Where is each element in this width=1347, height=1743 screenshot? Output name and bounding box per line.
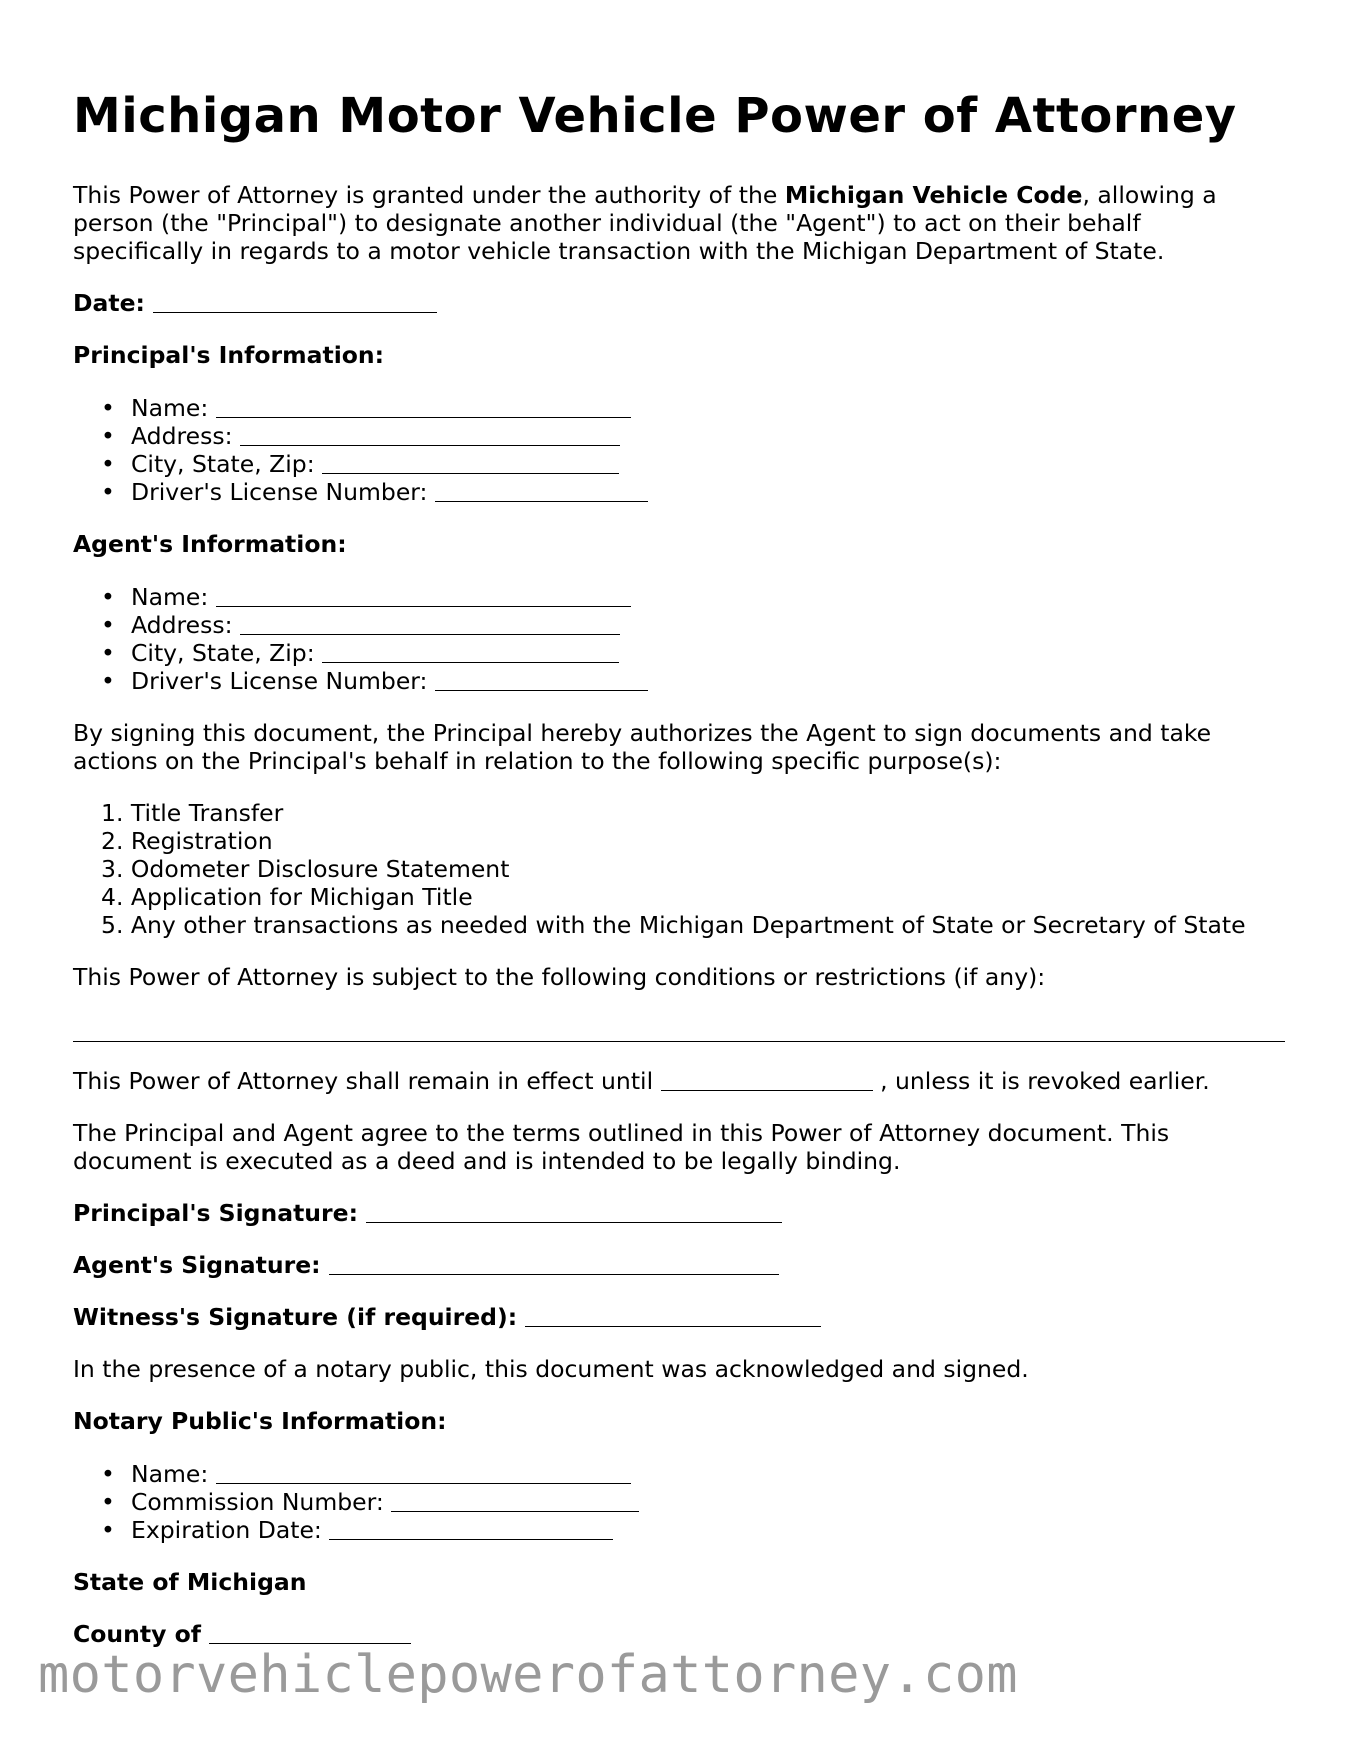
principal-signature-label: Principal's Signature: [73, 1199, 358, 1227]
field-label: Commission Number: [131, 1488, 384, 1516]
purpose-text: Registration [130, 827, 273, 855]
purpose-text: Odometer Disclosure Statement [130, 855, 510, 883]
principal-city-row: • City, State, Zip: [131, 450, 619, 478]
purpose-item: 4. Application for Michigan Title [101, 883, 473, 911]
intro-text-end: , allowing a [1082, 181, 1217, 209]
notary-name-row: • Name: [131, 1460, 631, 1488]
authorization-line-2: actions on the Principal's behalf in relation to the following specific purpose(s): [73, 747, 1002, 775]
principal-heading: Principal's Information: [73, 341, 385, 369]
purpose-text: Title Transfer [130, 799, 284, 827]
field-label: City, State, Zip: [131, 450, 315, 478]
principal-address-row: • Address: [131, 422, 620, 450]
purpose-item: 5. Any other transactions as needed with the Michigan Department of State or Secretary of State [101, 911, 1246, 939]
document-title: Michigan Motor Vehicle Power of Attorney [73, 88, 1237, 144]
purpose-text: Application for Michigan Title [130, 883, 473, 911]
agent-address-row: • Address: [131, 611, 620, 639]
principal-license-blank[interactable] [435, 479, 648, 502]
field-label: City, State, Zip: [131, 639, 315, 667]
date-blank[interactable] [153, 290, 437, 313]
witness-signature-label: Witness's Signature (if required): [73, 1303, 518, 1331]
notary-expiration-blank[interactable] [329, 1517, 613, 1540]
notary-heading: Notary Public's Information: [73, 1407, 447, 1435]
agent-name-blank[interactable] [216, 584, 631, 607]
agreement-line-2: document is executed as a deed and is intended to be legally binding. [73, 1147, 901, 1175]
intro-line-3: specifically in regards to a motor vehicle transaction with the Michigan Department of State. [73, 237, 1165, 265]
principal-address-blank[interactable] [240, 423, 620, 446]
agent-city-row: • City, State, Zip: [131, 639, 619, 667]
agent-signature-row [73, 1251, 779, 1279]
notary-name-blank[interactable] [216, 1461, 631, 1484]
field-label: Expiration Date: [131, 1516, 322, 1544]
field-label: Address: [131, 611, 233, 639]
intro-text: This Power of Attorney is granted under the authority of the [73, 181, 785, 209]
conditions-text: This Power of Attorney is subject to the following conditions or restrictions (if any): [73, 963, 1046, 991]
notary-statement: In the presence of a notary public, this document was acknowledged and signed. [73, 1355, 1029, 1383]
agent-license-blank[interactable] [435, 668, 648, 691]
agent-address-blank[interactable] [240, 612, 620, 635]
effect-row [73, 1067, 1210, 1095]
field-label: Name: [131, 583, 209, 611]
field-label: Driver's License Number: [131, 478, 428, 506]
agreement-line-1: The Principal and Agent agree to the terms outlined in this Power of Attorney document. This [73, 1119, 1170, 1147]
purpose-text: Any other transactions as needed with the Michigan Department of State or Secretary of State [130, 911, 1246, 939]
witness-signature-row [73, 1303, 821, 1331]
field-label: Name: [131, 394, 209, 422]
effect-text-end: , unless it is revoked earlier. [880, 1067, 1210, 1095]
purpose-item: 1. Title Transfer [101, 799, 284, 827]
site-watermark: motorvehiclepowerofattorney.com [38, 1645, 1018, 1705]
principal-name-row: • Name: [131, 394, 631, 422]
field-label: Driver's License Number: [131, 667, 428, 695]
intro-line-1 [73, 181, 1217, 209]
county-blank[interactable] [209, 1621, 411, 1644]
notary-commission-row: • Commission Number: [131, 1488, 639, 1516]
witness-signature-blank[interactable] [525, 1304, 821, 1327]
purpose-item: 3. Odometer Disclosure Statement [101, 855, 510, 883]
county-row [73, 1620, 411, 1648]
principal-license-row: • Driver's License Number: [131, 478, 648, 506]
agent-name-row: • Name: [131, 583, 631, 611]
purpose-item: 2. Registration [101, 827, 273, 855]
agent-city-blank[interactable] [322, 640, 619, 663]
date-row [73, 289, 437, 317]
principal-city-blank[interactable] [322, 451, 619, 474]
field-label: Address: [131, 422, 233, 450]
authorization-line-1: By signing this document, the Principal hereby authorizes the Agent to sign documents and take [73, 719, 1212, 747]
date-label: Date: [73, 289, 145, 317]
principal-name-blank[interactable] [216, 395, 631, 418]
principal-signature-row [73, 1199, 782, 1227]
agent-signature-blank[interactable] [329, 1252, 779, 1275]
agent-heading: Agent's Information: [73, 530, 347, 558]
effect-date-blank[interactable] [661, 1068, 873, 1091]
intro-line-2: person (the "Principal") to designate another individual (the "Agent") to act on their behalf [73, 209, 1141, 237]
agent-license-row: • Driver's License Number: [131, 667, 648, 695]
notary-commission-blank[interactable] [391, 1489, 639, 1512]
effect-text: This Power of Attorney shall remain in effect until [73, 1067, 654, 1095]
state-label: State of Michigan [73, 1568, 307, 1596]
principal-signature-blank[interactable] [366, 1200, 782, 1223]
county-label: County of [73, 1620, 201, 1648]
field-label: Name: [131, 1460, 209, 1488]
intro-code-name: Michigan Vehicle Code [784, 181, 1083, 209]
agent-signature-label: Agent's Signature: [73, 1251, 321, 1279]
notary-expiration-row: • Expiration Date: [131, 1516, 613, 1544]
conditions-blank[interactable] [73, 1041, 1285, 1042]
